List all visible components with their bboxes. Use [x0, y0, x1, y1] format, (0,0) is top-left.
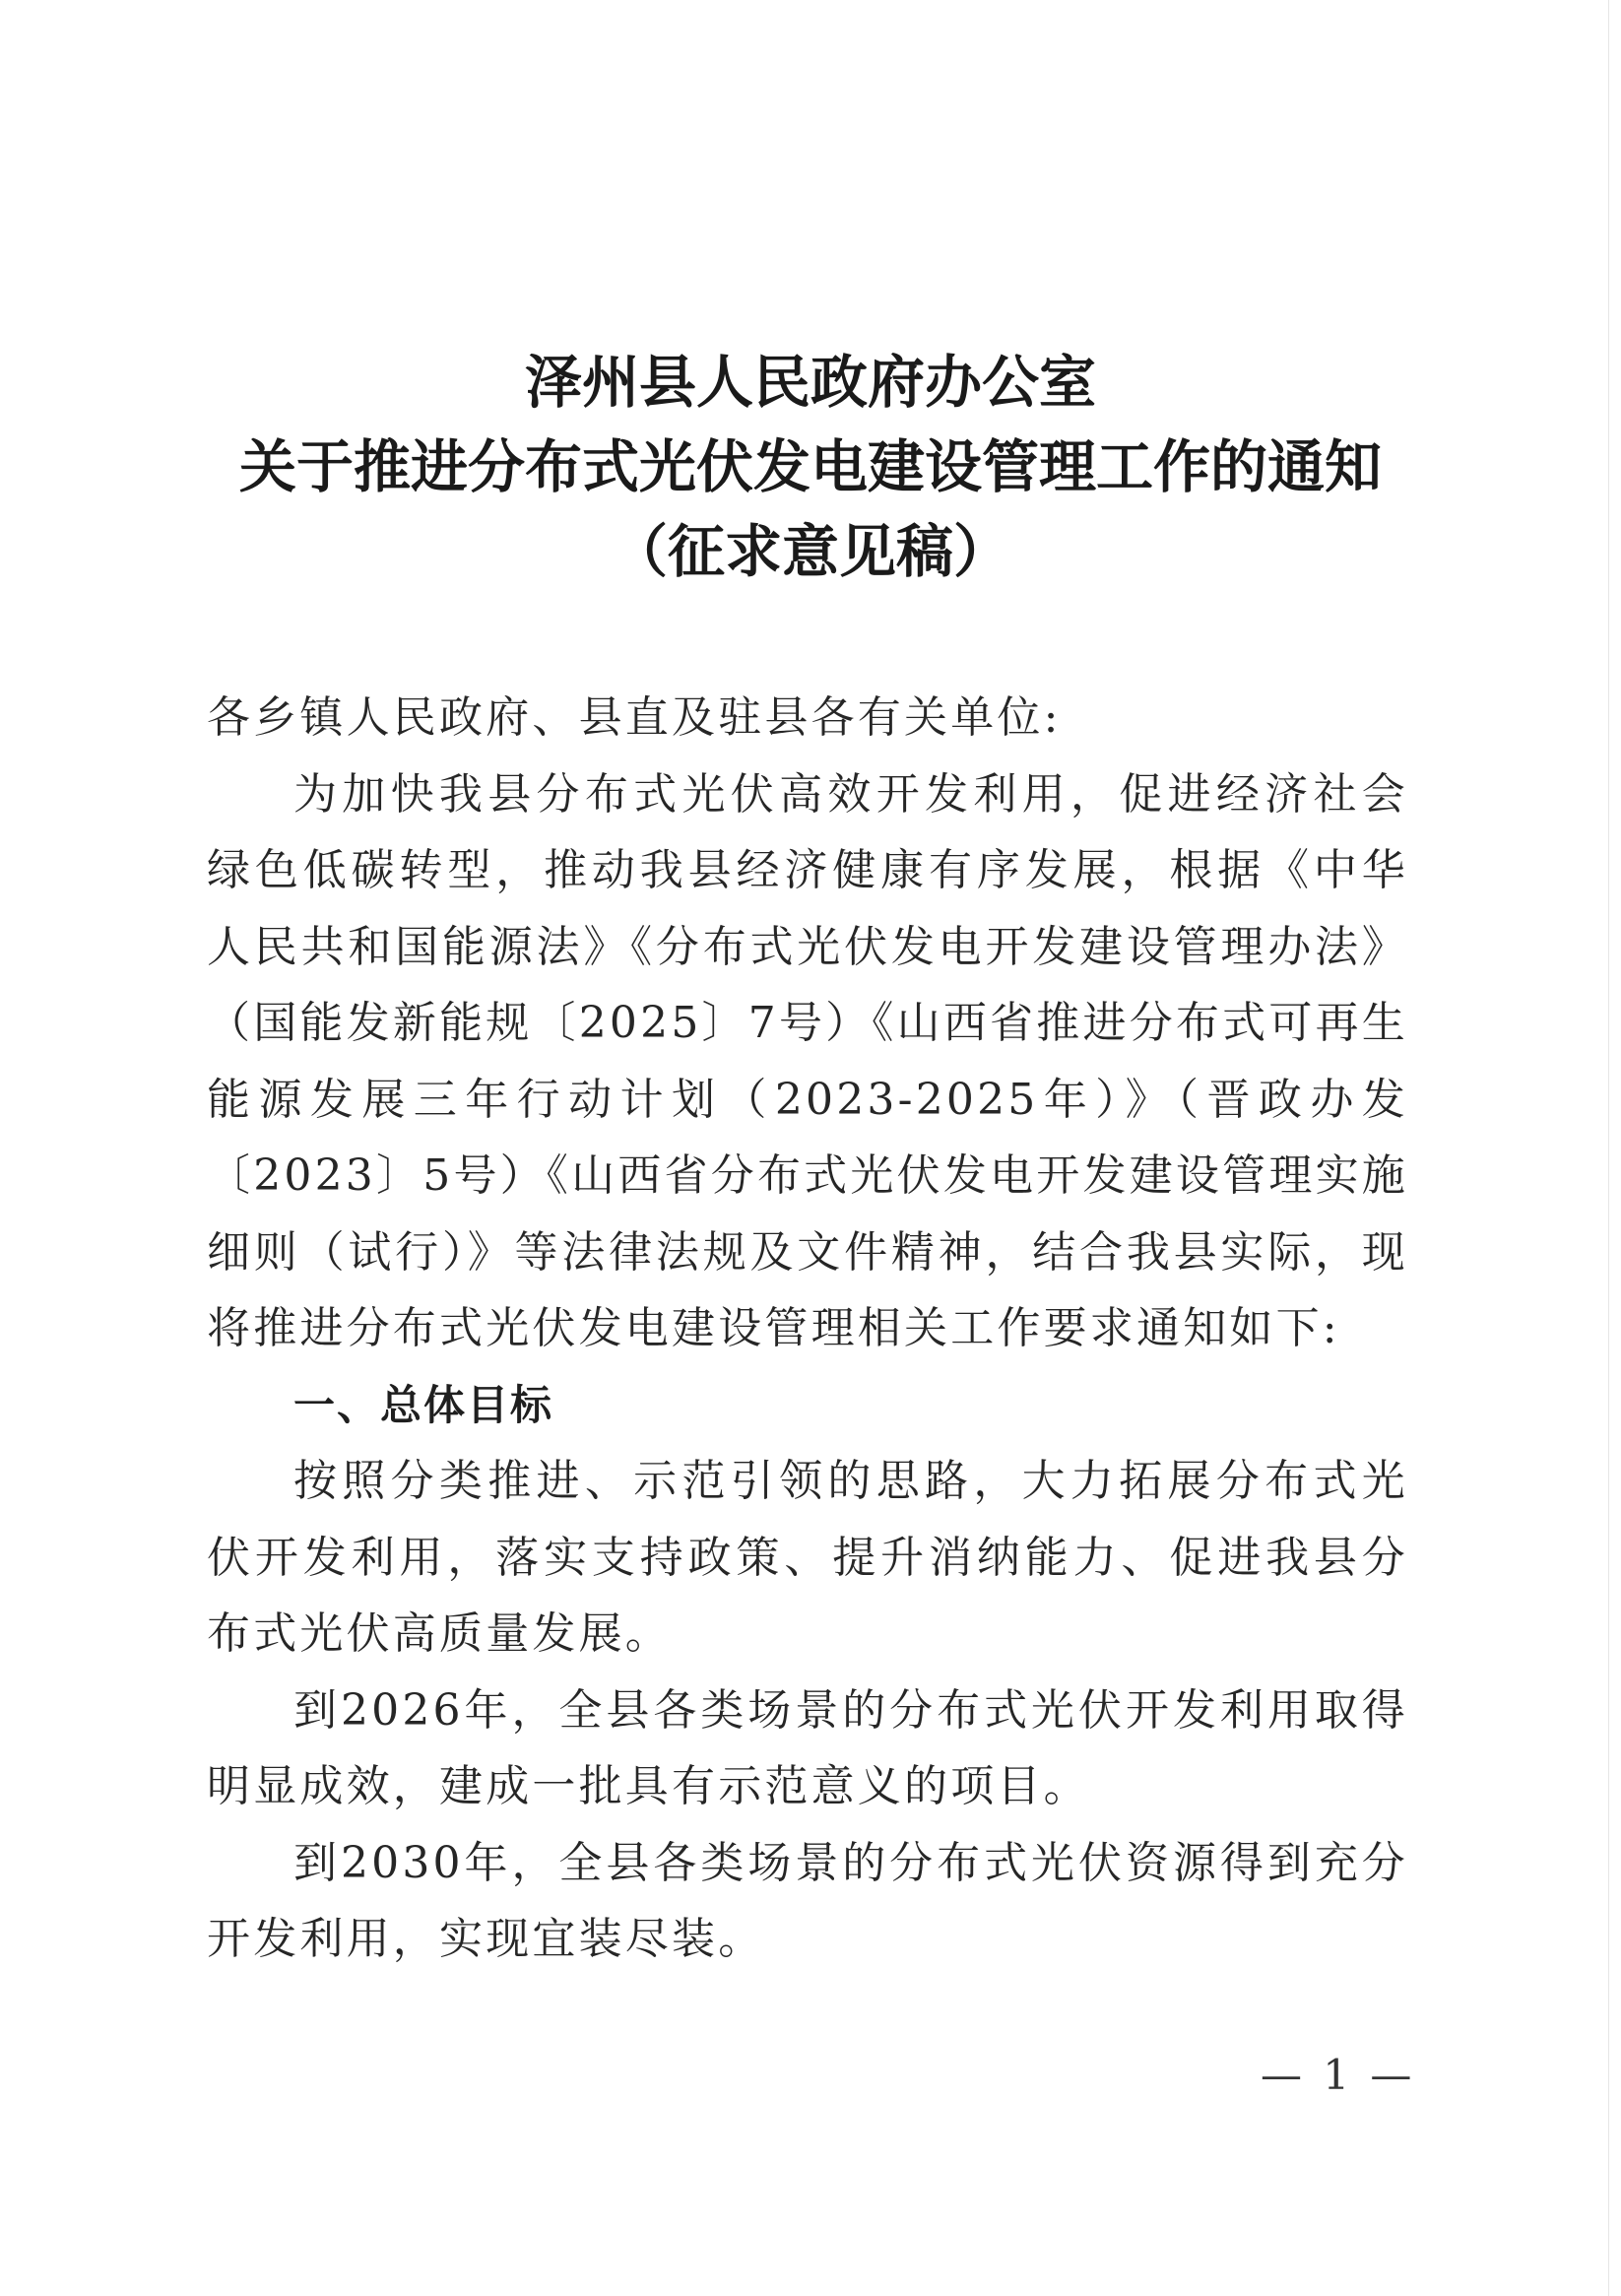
- intro-paragraph: 为加快我县分布式光伏高效开发利用，促进经济社会绿色低碳转型，推动我县经济健康有序发展，根据《中华人民共和国能源法》《分布式光伏发电开发建设管理办法》（国能发新能规〔2025〕7号）《山西省推进分布式可再生能源发展三年行动计划（2023-2025年）》（晋政办发〔2023〕5号）《山西省分布式光伏发电开发建设管理实施细则（试行）》等法律法规及文件精神，结合我县实际，现将推进分布式光伏发电建设管理相关工作要求通知如下:: [207, 768, 1408, 1353]
- section-paragraph-2: 到2026年，全县各类场景的分布式光伏开发利用取得明显成效，建成一批具有示范意义的项目。: [207, 1684, 1408, 1811]
- section-heading: 一、总体目标: [293, 1380, 554, 1429]
- document-body: [207, 680, 1408, 1978]
- page-number: — 1 —: [1261, 2051, 1416, 2099]
- document-title-line-3: （征求意见稿）: [610, 518, 1010, 585]
- salutation: 各乡镇人民政府、县直及驻县各有关单位:: [207, 692, 1062, 743]
- section-paragraph-1: 按照分类推进、示范引领的思路，大力拓展分布式光伏开发利用，落实支持政策、提升消纳能力、促进我县分布式光伏高质量发展。: [207, 1456, 1408, 1659]
- section-paragraph-3: 到2030年，全县各类场景的分布式光伏资源得到充分开发利用，实现宜装尽装。: [207, 1837, 1408, 1964]
- document-title-line-1: 泽州县人民政府办公室: [524, 349, 1096, 416]
- document-title-line-2: 关于推进分布式光伏发电建设管理工作的通知: [238, 433, 1382, 500]
